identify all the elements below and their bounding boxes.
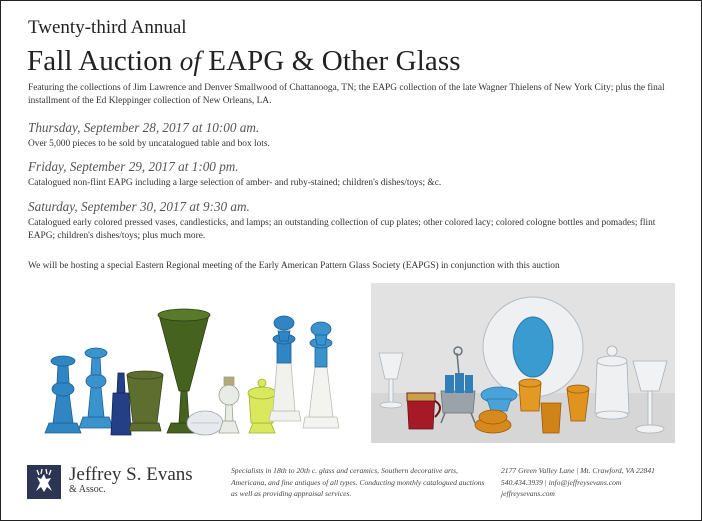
page-title bbox=[27, 45, 461, 78]
website-link[interactable]: jeffreysevans.com bbox=[501, 489, 555, 498]
glass-photo-left bbox=[29, 283, 349, 443]
stag-logo-icon bbox=[27, 465, 61, 499]
phone-email-line[interactable]: 540.434.3939 | info@jeffreysevans.com bbox=[501, 477, 622, 487]
session-date-saturday: Saturday, September 30, 2017 at 9:30 am. bbox=[28, 199, 250, 214]
title-part-2: EAPG & Other Glass bbox=[200, 45, 461, 77]
glass-photo-left-art bbox=[29, 283, 349, 443]
intro-text: Featuring the collections of Jim Lawrence and Denver Smallwood of Chattanooga, TN; the EAPG collection of the late Wagner Thielens of New York City; plus the final installment of the Ed Kleppinger collection of New Orleans, LA. bbox=[28, 83, 665, 106]
glass-photo-right-art bbox=[371, 283, 675, 443]
footer bbox=[1, 451, 701, 520]
contact-block bbox=[501, 465, 691, 500]
glass-photo-right bbox=[371, 283, 675, 443]
title-of: of bbox=[179, 46, 201, 76]
session-desc-saturday: Catalogued early colored pressed vases, candlesticks, and lamps; an outstanding collection of cup plates; other colored lacy; colored cologne bottles and pomades; flint EAPG; children's dishes/toys; plus much more. bbox=[28, 218, 656, 241]
firm-assoc: & Assoc. bbox=[69, 484, 106, 495]
pre-title: Twenty-third Annual bbox=[28, 17, 187, 38]
amber-spooner bbox=[567, 385, 589, 421]
amber-toothpick-holder bbox=[519, 379, 541, 411]
session-date-friday: Friday, September 29, 2017 at 1:00 pm. bbox=[28, 159, 239, 174]
firm-name: Jeffrey S. Evans bbox=[69, 464, 193, 485]
amber-covered-dish bbox=[475, 410, 511, 433]
eapgs-meeting-note: We will be hosting a special Eastern Regional meeting of the Early American Pattern Glass Society (EAPGS) in conjunction with this auction bbox=[28, 261, 560, 271]
title-part-1: Fall Auction bbox=[27, 45, 180, 77]
session-desc-thursday: Over 5,000 pieces to be sold by uncatalogued table and box lots. bbox=[28, 139, 270, 149]
firm-specialties: Specialists in 18th to 20th c. glass and ceramics, Southern decorative arts, Americana, and fine antiques of all types. Conducting monthly catalogued auctions as well as providing appraisal services. bbox=[231, 466, 485, 498]
address-line: 2177 Green Valley Lane | Mt. Crawford, VA 22841 bbox=[501, 466, 655, 475]
session-date-thursday: Thursday, September 28, 2017 at 10:00 am. bbox=[28, 120, 260, 135]
session-desc-friday: Catalogued non-flint EAPG including a large selection of amber- and ruby-stained; children's dishes/toys; &c. bbox=[28, 178, 442, 188]
amber-tumbler bbox=[541, 403, 561, 433]
clear-glass-plate bbox=[187, 411, 223, 435]
